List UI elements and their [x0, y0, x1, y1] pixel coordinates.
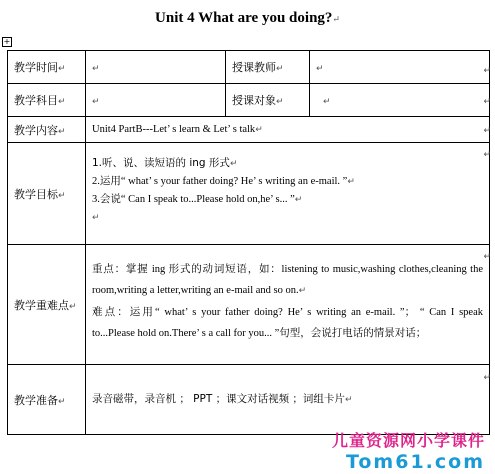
goal-item-3: 3.会说“ Can I speak to...Please hold on,he’ s... ”↵ — [92, 194, 303, 205]
keypoints-label-cell: 教学重难点↵ — [8, 245, 86, 365]
row-time — [8, 51, 490, 84]
subject-value-cell[interactable]: ↵ — [86, 84, 226, 117]
keypoint-difficult: 难点：运用“ what’ s your father doing? He’ s writing an e-mail. ”； “ Can I speak to...Please hold on.There’ s a call for you... ”句型，会说打电话的情景对话； — [92, 307, 483, 339]
row-goals — [8, 143, 490, 245]
content-value-cell[interactable]: Unit4 PartB---Let’ s learn & Let’ s talk↵ — [86, 117, 490, 143]
table-move-handle-icon[interactable]: + — [3, 37, 11, 46]
watermark-logo-text: Tom61.com — [345, 451, 485, 473]
site-watermark — [285, 428, 485, 473]
row-subject — [8, 84, 490, 117]
teacher-value-cell[interactable]: ↵ — [310, 51, 490, 84]
row-end-mark: ↵ — [483, 66, 491, 76]
row-prep — [8, 365, 490, 435]
time-label-cell: 教学时间↵ — [8, 51, 86, 84]
row-end-mark: ↵ — [483, 373, 491, 383]
row-keypoints — [8, 245, 490, 365]
lesson-plan-table — [7, 50, 490, 435]
prep-value-cell[interactable]: 录音磁带，录音机 ； PPT ；课文对话视频 ；词组卡片↵ — [86, 365, 490, 435]
goals-label-cell: 教学目标↵ — [8, 143, 86, 245]
watermark-cn-text: 儿童资源网小学课件 — [331, 431, 485, 450]
audience-value-cell[interactable]: ↵ — [310, 84, 490, 117]
row-end-mark: ↵ — [483, 252, 491, 262]
content-label-cell: 教学内容↵ — [8, 117, 86, 143]
row-content — [8, 117, 490, 143]
goals-value-cell[interactable] — [86, 143, 490, 245]
goal-item-2: 2.运用“ what’ s your father doing? He’ s writing an e-mail. ”↵ — [92, 176, 355, 187]
goal-item-1: 1.听、说、读短语的 ing 形式↵ — [92, 157, 238, 169]
audience-label-cell: 授课对象↵ — [226, 84, 310, 117]
keypoint-main: 重点：掌握 ing 形式的动词短语，如：listening to music,washing clothes,cleaning the room,writing a letter,writing an e-mail and so on.↵ — [92, 264, 483, 296]
prep-label-cell: 教学准备↵ — [8, 365, 86, 435]
paragraph-mark: ↵ — [332, 14, 340, 24]
document-title: Unit 4 What are you doing?↵ — [155, 10, 340, 26]
keypoints-value-cell[interactable] — [86, 245, 490, 365]
subject-label-cell: 教学科目↵ — [8, 84, 86, 117]
row-end-mark: ↵ — [483, 150, 491, 160]
time-value-cell[interactable]: ↵ — [86, 51, 226, 84]
teacher-label-cell: 授课教师↵ — [226, 51, 310, 84]
goal-empty-line: ↵ — [92, 213, 100, 223]
row-end-mark: ↵ — [483, 126, 491, 136]
row-end-mark: ↵ — [483, 97, 491, 107]
